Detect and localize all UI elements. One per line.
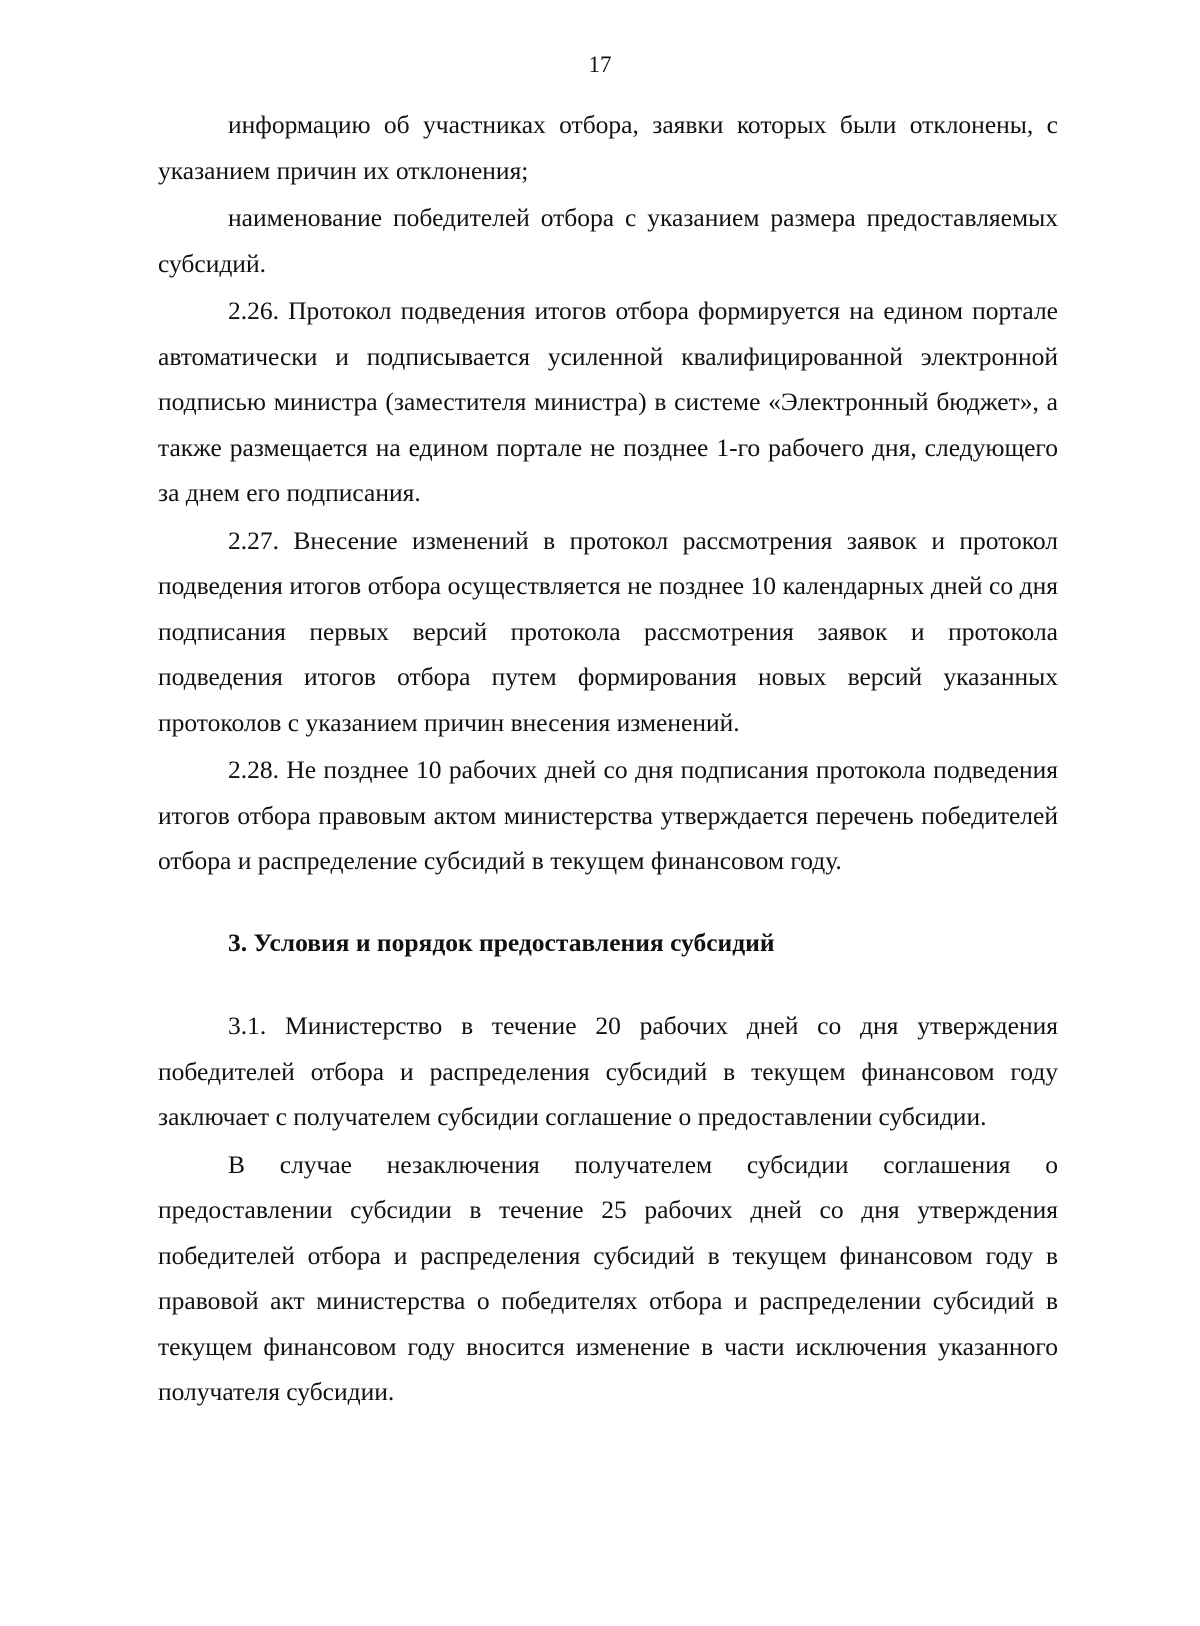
paragraph-3-1: 3.1. Министерство в течение 20 рабочих дней со дня утверждения победителей отбора и распределения субсидий в текущем финансовом году заключает с получателем субсидии соглашение о предоставлении субсидии. <box>158 1011 1058 1131</box>
paragraph-2-27: 2.27. Внесение изменений в протокол рассмотрения заявок и протокол подведения итогов отбора осуществляется не позднее 10 календарных дней со дня подписания первых версий протокола рассмотрения заявок и протокола подведения итогов отбора путем формирования новых версий указанных протоколов с указанием причин внесения изменений. <box>158 525 1058 737</box>
paragraph-winners-names: наименование победителей отбора с указанием размера предоставляемых субсидий. <box>158 203 1058 278</box>
paragraph-rejected-participants: информацию об участниках отбора, заявки которых были отклонены, с указанием причин их отклонения; <box>158 110 1058 185</box>
section-heading: 3. Условия и порядок предоставления субсидий <box>228 927 775 957</box>
page-number: 17 <box>588 52 612 77</box>
paragraph-2-28: 2.28. Не позднее 10 рабочих дней со дня подписания протокола подведения итогов отбора правовым актом министерства утверждается перечень победителей отбора и распределение субсидий в текущем финансовом году. <box>158 755 1058 875</box>
paragraph-non-conclusion: В случае незаключения получателем субсидии соглашения о предоставлении субсидии в течение 25 рабочих дней со дня утверждения победителей отбора и распределения субсидий в текущем финансовом году в правовой акт министерства о победителях отбора и распределении субсидий в текущем финансовом году вносится изменение в части исключения указанного получателя субсидии. <box>158 1149 1058 1406</box>
paragraph-2-26: 2.26. Протокол подведения итогов отбора формируется на едином портале автоматически и подписывается усиленной квалифицированной электронной подписью министра (заместителя министра) в системе «Электронный бюджет», а также размещается на едином портале не позднее 1-го рабочего дня, следующего за днем его подписания. <box>158 296 1058 507</box>
document-body <box>158 102 1058 1415</box>
